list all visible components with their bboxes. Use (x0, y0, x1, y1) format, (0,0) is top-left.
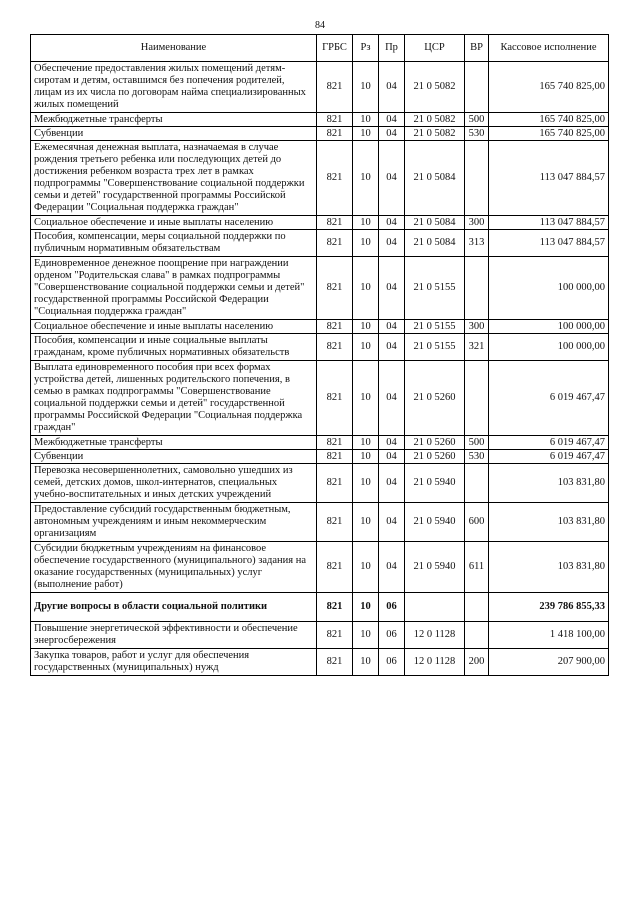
cell-grbs: 821 (317, 503, 353, 542)
cell-name: Межбюджетные трансферты (31, 113, 317, 127)
cell-amount: 103 831,80 (489, 464, 609, 503)
table-row (31, 450, 609, 464)
table-row (31, 257, 609, 320)
cell-csr: 21 0 5082 (405, 113, 465, 127)
cell-csr (405, 593, 465, 622)
table-row (31, 127, 609, 141)
cell-csr: 21 0 5084 (405, 216, 465, 230)
cell-csr: 21 0 5260 (405, 436, 465, 450)
cell-name: Межбюджетные трансферты (31, 436, 317, 450)
cell-vr (465, 622, 489, 649)
cell-rz: 10 (353, 141, 379, 216)
cell-amount: 239 786 855,33 (489, 593, 609, 622)
cell-pr: 04 (379, 141, 405, 216)
cell-grbs: 821 (317, 230, 353, 257)
cell-amount: 207 900,00 (489, 649, 609, 676)
cell-vr: 313 (465, 230, 489, 257)
cell-csr: 12 0 1128 (405, 622, 465, 649)
cell-csr: 21 0 5155 (405, 334, 465, 361)
cell-name: Повышение энергетической эффективности и обеспечение энергосбережения (31, 622, 317, 649)
cell-vr: 600 (465, 503, 489, 542)
table-row (31, 62, 609, 113)
cell-amount: 6 019 467,47 (489, 361, 609, 436)
cell-amount: 6 019 467,47 (489, 450, 609, 464)
cell-csr: 21 0 5084 (405, 141, 465, 216)
cell-pr: 04 (379, 361, 405, 436)
cell-grbs: 821 (317, 216, 353, 230)
cell-csr: 21 0 5940 (405, 503, 465, 542)
cell-amount: 100 000,00 (489, 320, 609, 334)
cell-vr (465, 257, 489, 320)
table-row (31, 503, 609, 542)
cell-pr: 06 (379, 649, 405, 676)
cell-grbs: 821 (317, 113, 353, 127)
cell-name: Выплата единовременного пособия при всех формах устройства детей, лишенных родительского попечения, в семью в рамках подпрограммы "Совершенствование социальной поддержки семьи и детей" государственной программы Российской Федерации "Социальная поддержка граждан" (31, 361, 317, 436)
cell-pr: 04 (379, 334, 405, 361)
cell-grbs: 821 (317, 361, 353, 436)
cell-vr (465, 62, 489, 113)
header-rz: Рз (353, 35, 379, 62)
cell-csr: 21 0 5260 (405, 361, 465, 436)
cell-pr: 04 (379, 464, 405, 503)
cell-rz: 10 (353, 436, 379, 450)
cell-name: Пособия, компенсации и иные социальные выплаты гражданам, кроме публичных нормативных обязательств (31, 334, 317, 361)
cell-name: Перевозка несовершеннолетних, самовольно ушедших из семей, детских домов, школ-интернатов, специальных учебно-воспитательных и иных детских учреждений (31, 464, 317, 503)
cell-vr: 300 (465, 216, 489, 230)
cell-rz: 10 (353, 361, 379, 436)
cell-pr: 04 (379, 320, 405, 334)
cell-vr: 530 (465, 450, 489, 464)
cell-grbs: 821 (317, 257, 353, 320)
table-row (31, 216, 609, 230)
cell-rz: 10 (353, 450, 379, 464)
cell-rz: 10 (353, 649, 379, 676)
header-amount: Кассовое исполнение (489, 35, 609, 62)
cell-grbs: 821 (317, 62, 353, 113)
header-vr: ВР (465, 35, 489, 62)
cell-amount: 113 047 884,57 (489, 230, 609, 257)
cell-name: Другие вопросы в области социальной политики (31, 593, 317, 622)
cell-grbs: 821 (317, 436, 353, 450)
table-row (31, 320, 609, 334)
cell-name: Субсидии бюджетным учреждениям на финансовое обеспечение государственного (муниципального) задания на оказание государственных (муниципальных) услуг (выполнение работ) (31, 542, 317, 593)
cell-pr: 04 (379, 503, 405, 542)
cell-vr (465, 464, 489, 503)
cell-pr: 04 (379, 113, 405, 127)
cell-grbs: 821 (317, 141, 353, 216)
cell-rz: 10 (353, 127, 379, 141)
cell-vr (465, 141, 489, 216)
budget-execution-table (30, 34, 609, 676)
cell-pr: 06 (379, 622, 405, 649)
table-header-row (31, 35, 609, 62)
cell-vr: 611 (465, 542, 489, 593)
cell-rz: 10 (353, 230, 379, 257)
cell-grbs: 821 (317, 334, 353, 361)
cell-amount: 103 831,80 (489, 503, 609, 542)
cell-amount: 100 000,00 (489, 334, 609, 361)
cell-grbs: 821 (317, 320, 353, 334)
cell-pr: 04 (379, 542, 405, 593)
cell-name: Социальное обеспечение и иные выплаты населению (31, 216, 317, 230)
cell-rz: 10 (353, 320, 379, 334)
cell-grbs: 821 (317, 593, 353, 622)
cell-pr: 04 (379, 436, 405, 450)
cell-grbs: 821 (317, 127, 353, 141)
cell-name: Обеспечение предоставления жилых помещений детям-сиротам и детям, оставшимся без попечения родителей, лицам из их числа по договорам найма специализированных жилых помещений (31, 62, 317, 113)
cell-name: Пособия, компенсации, меры социальной поддержки по публичным нормативным обязательствам (31, 230, 317, 257)
cell-vr: 500 (465, 436, 489, 450)
cell-amount: 113 047 884,57 (489, 141, 609, 216)
cell-csr: 21 0 5260 (405, 450, 465, 464)
cell-vr: 530 (465, 127, 489, 141)
cell-pr: 04 (379, 216, 405, 230)
header-grbs: ГРБС (317, 35, 353, 62)
cell-rz: 10 (353, 593, 379, 622)
cell-csr: 21 0 5940 (405, 464, 465, 503)
cell-amount: 100 000,00 (489, 257, 609, 320)
table-row (31, 361, 609, 436)
cell-vr: 500 (465, 113, 489, 127)
cell-rz: 10 (353, 257, 379, 320)
cell-name: Социальное обеспечение и иные выплаты населению (31, 320, 317, 334)
cell-name: Субвенции (31, 127, 317, 141)
cell-name: Ежемесячная денежная выплата, назначаемая в случае рождения третьего ребенка или последующих детей до достижения ребенком возраста трех лет в рамках подпрограммы "Совершенствование социальной поддержки семьи и детей" государственной программы Российской Федерации "Социальная поддержка граждан" (31, 141, 317, 216)
cell-csr: 21 0 5082 (405, 127, 465, 141)
table-row (31, 649, 609, 676)
cell-amount: 103 831,80 (489, 542, 609, 593)
cell-pr: 04 (379, 450, 405, 464)
cell-pr: 06 (379, 593, 405, 622)
cell-grbs: 821 (317, 450, 353, 464)
cell-name: Субвенции (31, 450, 317, 464)
cell-rz: 10 (353, 334, 379, 361)
cell-pr: 04 (379, 257, 405, 320)
cell-vr: 321 (465, 334, 489, 361)
cell-rz: 10 (353, 113, 379, 127)
cell-rz: 10 (353, 216, 379, 230)
cell-grbs: 821 (317, 649, 353, 676)
cell-amount: 6 019 467,47 (489, 436, 609, 450)
header-pr: Пр (379, 35, 405, 62)
cell-pr: 04 (379, 62, 405, 113)
table-row (31, 334, 609, 361)
table-row (31, 436, 609, 450)
cell-name: Единовременное денежное поощрение при награждении орденом "Родительская слава" в рамках подпрограммы "Совершенствование социальной поддержки семьи и детей" государственной программы Российской Федерации "Социальная поддержка граждан" (31, 257, 317, 320)
cell-csr: 21 0 5940 (405, 542, 465, 593)
table-row (31, 113, 609, 127)
table-row (31, 464, 609, 503)
cell-pr: 04 (379, 230, 405, 257)
header-name: Наименование (31, 35, 317, 62)
cell-amount: 165 740 825,00 (489, 127, 609, 141)
cell-grbs: 821 (317, 622, 353, 649)
cell-amount: 165 740 825,00 (489, 62, 609, 113)
table-row (31, 230, 609, 257)
cell-amount: 165 740 825,00 (489, 113, 609, 127)
cell-amount: 1 418 100,00 (489, 622, 609, 649)
cell-vr (465, 361, 489, 436)
cell-rz: 10 (353, 62, 379, 113)
cell-grbs: 821 (317, 464, 353, 503)
table-row (31, 141, 609, 216)
cell-csr: 21 0 5082 (405, 62, 465, 113)
header-csr: ЦСР (405, 35, 465, 62)
cell-vr: 300 (465, 320, 489, 334)
cell-csr: 21 0 5155 (405, 257, 465, 320)
table-body (31, 62, 609, 676)
cell-rz: 10 (353, 464, 379, 503)
cell-vr: 200 (465, 649, 489, 676)
cell-name: Предоставление субсидий государственным бюджетным, автономным учреждениям и иным некоммерческим организациям (31, 503, 317, 542)
cell-amount: 113 047 884,57 (489, 216, 609, 230)
cell-rz: 10 (353, 503, 379, 542)
cell-csr: 12 0 1128 (405, 649, 465, 676)
cell-vr (465, 593, 489, 622)
page-number: 84 (315, 20, 325, 31)
cell-csr: 21 0 5155 (405, 320, 465, 334)
table-row (31, 622, 609, 649)
table-row (31, 542, 609, 593)
cell-rz: 10 (353, 542, 379, 593)
cell-name: Закупка товаров, работ и услуг для обеспечения государственных (муниципальных) нужд (31, 649, 317, 676)
cell-grbs: 821 (317, 542, 353, 593)
cell-pr: 04 (379, 127, 405, 141)
table-row (31, 593, 609, 622)
cell-rz: 10 (353, 622, 379, 649)
cell-csr: 21 0 5084 (405, 230, 465, 257)
